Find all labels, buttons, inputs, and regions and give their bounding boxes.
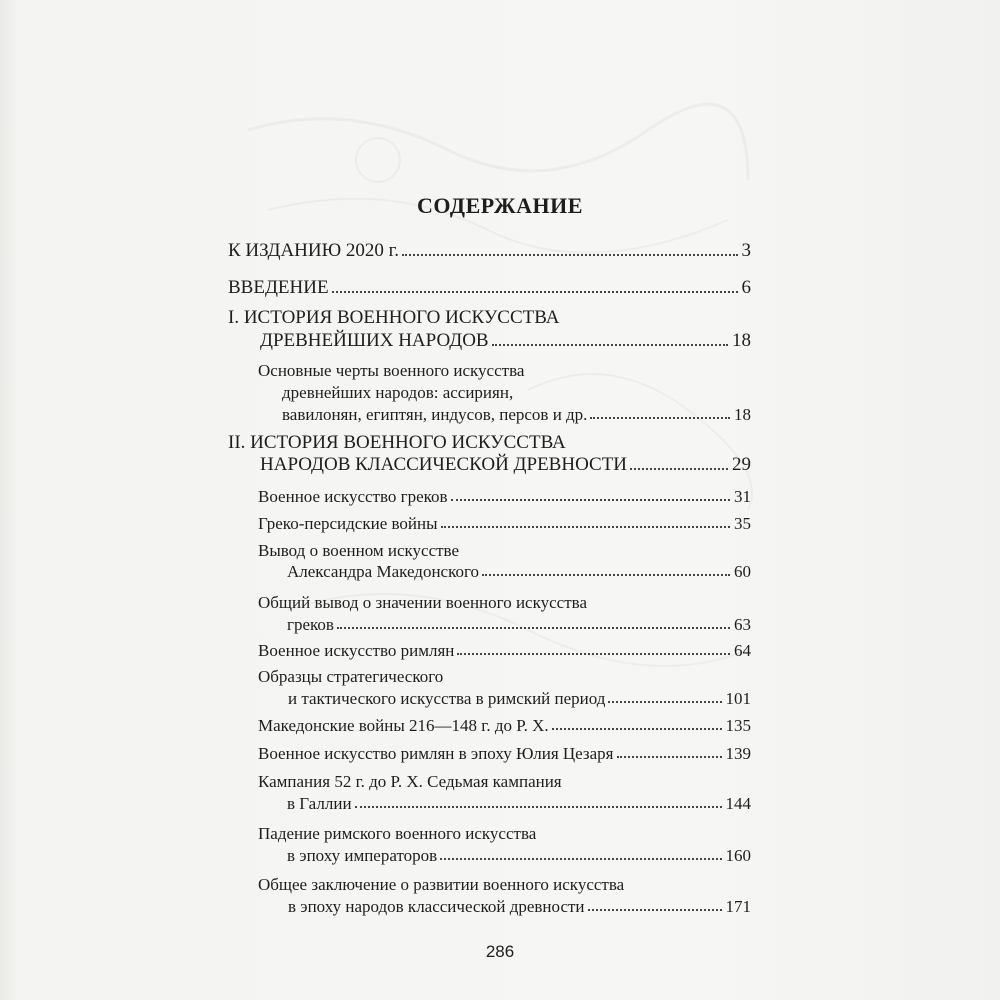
toc-entry-page: 18 (734, 405, 751, 424)
toc-entry-title: Греко-персидские войны (258, 514, 438, 533)
toc-entry-page: 144 (725, 794, 751, 813)
dot-leader (617, 756, 722, 758)
toc-entry-title-line: II. ИСТОРИЯ ВОЕННОГО ИСКУССТВА (228, 432, 566, 453)
toc-entry-title-line: в эпоху народов классической древности (288, 897, 585, 916)
dot-leader (552, 728, 722, 730)
toc-entry-page: 6 (741, 277, 751, 298)
contents-heading: СОДЕРЖАНИЕ (417, 193, 583, 218)
toc-entry-page: 3 (741, 240, 751, 261)
dot-leader (332, 291, 738, 293)
toc-entry-title-line: греков (287, 615, 334, 634)
toc-entry-title-line: I. ИСТОРИЯ ВОЕННОГО ИСКУССТВА (228, 307, 560, 328)
toc-entry-title-line: Основные черты военного искусства (258, 361, 525, 380)
toc-entry-title-line: Вывод о военном искусстве (258, 541, 460, 560)
dot-leader (590, 417, 730, 419)
toc-entry-page: 139 (725, 744, 751, 763)
toc-entry-page: 31 (734, 487, 751, 506)
toc-entry-title: Военное искусство римлян (258, 641, 455, 660)
toc-entry-title-line: в эпоху императоров (287, 846, 438, 865)
dot-leader (451, 499, 730, 501)
toc-entry-page: 160 (725, 846, 751, 865)
toc-entry-title: Военное искусство римлян в эпоху Юлия Цезаря (258, 744, 614, 763)
toc-entry-title-line: в Галлии (287, 794, 352, 813)
toc-entry-title-line: Кампания 52 г. до Р. Х. Седьмая кампания (258, 772, 562, 791)
toc-entry-title-line: НАРОДОВ КЛАССИЧЕСКОЙ ДРЕВНОСТИ (260, 454, 628, 475)
dot-leader (492, 344, 728, 346)
toc-entry-page: 135 (725, 716, 751, 735)
dot-leader (440, 858, 721, 860)
toc-entry-title-line: Общий вывод о значении военного искусства (258, 593, 587, 612)
toc-entry-title-line: Образцы стратегического (258, 667, 444, 686)
toc-entry-title-line: древнейших народов: ассириян, (282, 383, 514, 402)
toc-entry-title: ВВЕДЕНИЕ (228, 277, 329, 298)
toc-entry-page: 18 (732, 330, 751, 351)
toc-entry-title-line: и тактического искусства в римский период (288, 689, 606, 708)
toc-entry-title: Военное искусство греков (258, 487, 448, 506)
toc-entry-title-line: Общее заключение о развитии военного искусства (258, 875, 625, 894)
dot-leader (608, 701, 721, 703)
toc-entry-page: 29 (732, 454, 751, 475)
toc-entry-page: 60 (734, 562, 751, 581)
dot-leader (441, 526, 730, 528)
dot-leader (337, 627, 730, 629)
toc-entry-title-line: Александра Македонского (287, 562, 480, 581)
toc-entry-page: 64 (734, 641, 751, 660)
dot-leader (457, 653, 730, 655)
toc-entry-title-line: Падение римского военного искусства (258, 824, 537, 843)
dot-leader (482, 574, 730, 576)
toc-entry-page: 35 (734, 514, 751, 533)
toc-entry-page: 63 (734, 615, 751, 634)
toc-entry-title: Македонские войны 216—148 г. до Р. Х. (258, 716, 549, 735)
dot-leader (630, 468, 728, 470)
toc-entry-title: К ИЗДАНИЮ 2020 г. (228, 240, 400, 261)
dot-leader (588, 909, 722, 911)
toc-entry-page: 101 (725, 689, 751, 708)
dot-leader (355, 806, 722, 808)
toc-entry-title-line: ДРЕВНЕЙШИХ НАРОДОВ (260, 330, 489, 351)
dot-leader (402, 254, 737, 256)
toc-entry-title-line: вавилонян, египтян, индусов, персов и др. (282, 405, 588, 424)
toc-entry-page: 171 (725, 897, 751, 916)
page-number: 286 (485, 942, 515, 961)
